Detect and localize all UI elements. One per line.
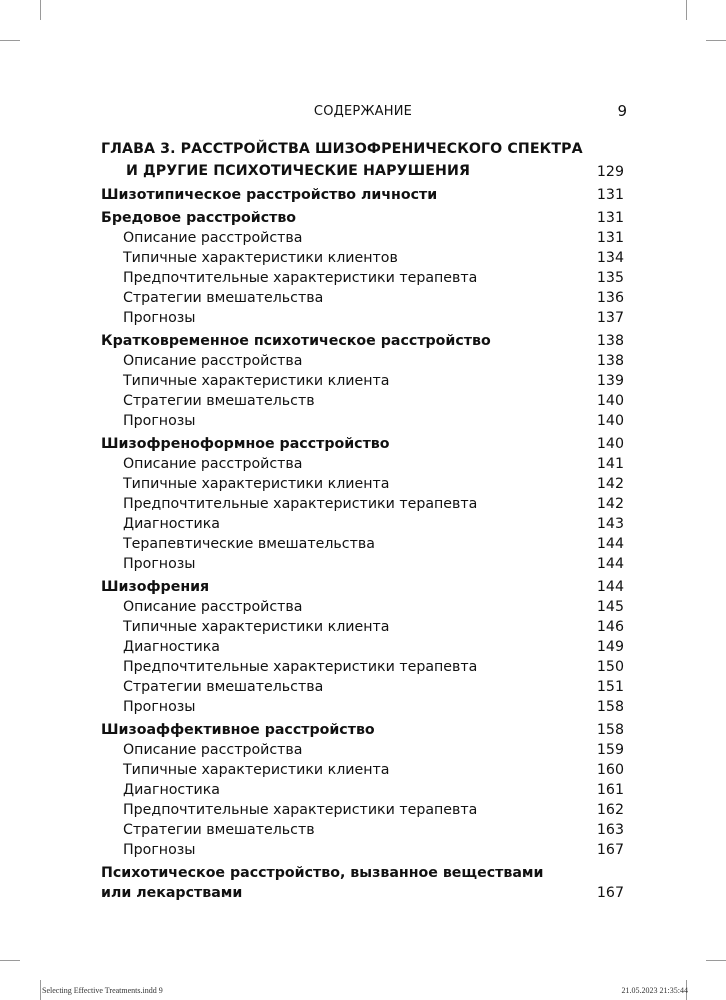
- toc-entry-label: Предпочтительные характеристики терапевта: [123, 496, 478, 512]
- toc-entry: [101, 780, 624, 800]
- toc-entry: [101, 288, 624, 308]
- toc-entry-page-number: 158: [596, 699, 624, 715]
- toc-entry-label: Описание расстройства: [123, 456, 303, 472]
- toc-entry: [101, 268, 624, 288]
- toc-entry-page-number: 144: [596, 536, 624, 552]
- toc-entry: [101, 351, 624, 371]
- toc-entry-page-number: 161: [596, 782, 624, 798]
- toc-entry: [101, 371, 624, 391]
- toc-entry-page-number: 144: [596, 556, 624, 572]
- toc-entry: [101, 657, 624, 677]
- toc-entry-page-number: 141: [596, 456, 624, 472]
- toc-entry: [101, 248, 624, 268]
- toc-entry-page-number: 135: [596, 270, 624, 286]
- toc-entry: [101, 597, 624, 617]
- toc-entry: [101, 800, 624, 820]
- toc-entry: [101, 534, 624, 554]
- toc-entry: [101, 760, 624, 780]
- toc-entry-page-number: 142: [596, 476, 624, 492]
- toc-entry-label: Диагностика: [123, 782, 220, 798]
- toc-entry-label: Стратегии вмешательства: [123, 290, 324, 306]
- toc-section-page-number: 131: [596, 187, 624, 203]
- toc-entry-label: Прогнозы: [123, 413, 196, 429]
- toc-entry-label: Предпочтительные характеристики терапевта: [123, 659, 478, 675]
- toc-entry-page-number: 136: [596, 290, 624, 306]
- toc-section-title-line-2: или лекарствами: [101, 885, 243, 901]
- toc-entry-label: Стратегии вмешательства: [123, 679, 324, 695]
- toc-entry-page-number: 151: [596, 679, 624, 695]
- toc-entry: [101, 697, 624, 717]
- toc-entry-page-number: 140: [596, 393, 624, 409]
- toc-entry-label: Прогнозы: [123, 310, 196, 326]
- toc-section-title: Шизоаффективное расстройство: [101, 722, 375, 738]
- slug-file-name: Selecting Effective Treatments.indd 9: [42, 986, 163, 995]
- page-number: 9: [617, 102, 627, 120]
- toc-section-page-number: 131: [596, 210, 624, 226]
- crop-mark-right-bottom: [706, 960, 726, 961]
- toc-section: [101, 434, 624, 454]
- running-header: [0, 0, 726, 130]
- toc-entry-label: Типичные характеристики клиента: [123, 619, 390, 635]
- toc-entry-page-number: 159: [596, 742, 624, 758]
- toc-entry-page-number: 150: [596, 659, 624, 675]
- toc-section-title: Шизофрения: [101, 579, 210, 595]
- toc-section-page-number: 140: [596, 436, 624, 452]
- toc-entry-label: Описание расстройства: [123, 353, 303, 369]
- toc-entry-label: Стратегии вмешательств: [123, 393, 315, 409]
- toc-entry-page-number: 142: [596, 496, 624, 512]
- toc-entry: [101, 228, 624, 248]
- toc-section-page-number: 167: [596, 885, 624, 901]
- toc-entry-label: Описание расстройства: [123, 230, 303, 246]
- toc-entry: [101, 617, 624, 637]
- toc-section: [101, 331, 624, 351]
- table-of-contents: [101, 138, 624, 903]
- chapter-page-number: 129: [596, 164, 624, 180]
- toc-section-title: Кратковременное психотическое расстройство: [101, 333, 491, 349]
- toc-entry-page-number: 139: [596, 373, 624, 389]
- toc-entry-label: Прогнозы: [123, 556, 196, 572]
- chapter-title-line-1: ГЛАВА 3. РАССТРОЙСТВА ШИЗОФРЕНИЧЕСКОГО СПЕКТРА: [101, 141, 583, 157]
- toc-entry: [101, 308, 624, 328]
- toc-entry-label: Прогнозы: [123, 842, 196, 858]
- toc-sections: [101, 185, 624, 860]
- toc-section-page-number: 158: [596, 722, 624, 738]
- toc-entry-label: Типичные характеристики клиента: [123, 762, 390, 778]
- toc-section: [101, 208, 624, 228]
- toc-entry-page-number: 137: [596, 310, 624, 326]
- toc-entry: [101, 514, 624, 534]
- toc-entry-page-number: 149: [596, 639, 624, 655]
- toc-section: [101, 185, 624, 205]
- toc-section-title-line-1: Психотическое расстройство, вызванное веществами: [101, 865, 544, 881]
- toc-entry: [101, 411, 624, 431]
- toc-entry-label: Описание расстройства: [123, 599, 303, 615]
- toc-entry: [101, 840, 624, 860]
- toc-entry-page-number: 163: [596, 822, 624, 838]
- chapter-title: [101, 138, 583, 182]
- toc-entry-label: Типичные характеристики клиента: [123, 476, 390, 492]
- toc-entry-page-number: 138: [596, 353, 624, 369]
- chapter-title-line-2: И ДРУГИЕ ПСИХОТИЧЕСКИЕ НАРУШЕНИЯ: [126, 163, 470, 179]
- toc-entry-page-number: 146: [596, 619, 624, 635]
- toc-section: [101, 577, 624, 597]
- toc-entry-page-number: 167: [596, 842, 624, 858]
- slug-timestamp: 21.05.2023 21:35:44: [621, 986, 688, 995]
- toc-entry-label: Прогнозы: [123, 699, 196, 715]
- toc-entry-page-number: 131: [596, 230, 624, 246]
- toc-section-title: Бредовое расстройство: [101, 210, 297, 226]
- toc-section-page-number: 144: [596, 579, 624, 595]
- toc-entry: [101, 474, 624, 494]
- toc-section-title: [101, 863, 543, 903]
- toc-entry-page-number: 162: [596, 802, 624, 818]
- toc-entry-label: Стратегии вмешательств: [123, 822, 315, 838]
- toc-entry-label: Типичные характеристики клиентов: [123, 250, 398, 266]
- toc-entry-label: Описание расстройства: [123, 742, 303, 758]
- crop-mark-left-bottom: [0, 960, 20, 961]
- toc-entry: [101, 740, 624, 760]
- toc-entry-label: Предпочтительные характеристики терапевта: [123, 802, 478, 818]
- toc-entry: [101, 637, 624, 657]
- toc-entry-label: Предпочтительные характеристики терапевта: [123, 270, 478, 286]
- chapter-heading: [101, 138, 624, 182]
- toc-entry-page-number: 134: [596, 250, 624, 266]
- toc-entry-label: Диагностика: [123, 639, 220, 655]
- toc-entry-page-number: 143: [596, 516, 624, 532]
- toc-section-page-number: 138: [596, 333, 624, 349]
- toc-section-title: Шизофреноформное расстройство: [101, 436, 390, 452]
- toc-entry: [101, 554, 624, 574]
- toc-entry: [101, 454, 624, 474]
- toc-entry-page-number: 140: [596, 413, 624, 429]
- toc-entry: [101, 677, 624, 697]
- toc-entry-label: Диагностика: [123, 516, 220, 532]
- toc-section: [101, 720, 624, 740]
- toc-entry: [101, 391, 624, 411]
- toc-entry-label: Типичные характеристики клиента: [123, 373, 390, 389]
- crop-mark-bottom-left: [40, 980, 41, 1000]
- toc-entry: [101, 820, 624, 840]
- toc-entry: [101, 494, 624, 514]
- toc-entry-page-number: 160: [596, 762, 624, 778]
- running-header-title: СОДЕРЖАНИЕ: [313, 104, 413, 119]
- toc-section-last: [101, 863, 624, 903]
- toc-section-title: Шизотипическое расстройство личности: [101, 187, 438, 203]
- toc-entry-label: Терапевтические вмешательства: [123, 536, 375, 552]
- toc-entry-page-number: 145: [596, 599, 624, 615]
